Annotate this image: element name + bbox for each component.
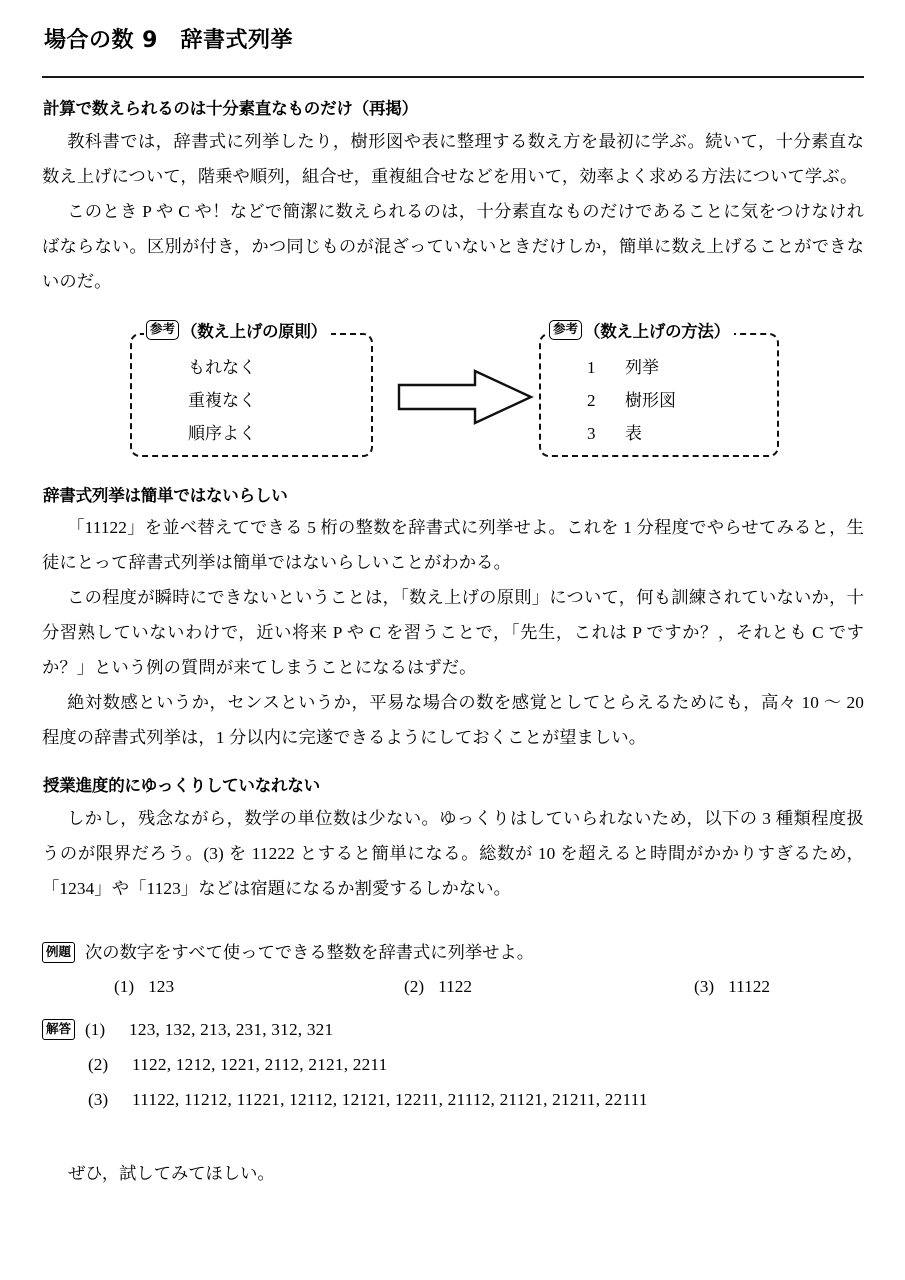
example-item-value: 11122 xyxy=(728,976,771,996)
paragraph-1-2: このとき P や C や！などで簡潔に数えられるのは，十分素直なものだけであることに気をつけなければならない。区別が付き，かつ同じものが混ざっていないときだけしか，簡単に数え上げることができないのだ。 xyxy=(42,201,864,291)
paragraph-2-2: この程度が瞬時にできないということは，「数え上げの原則」について，何も訓練されていないか，十分習熟していないわけで，近い将来 P や C を習うことで，「先生，これは P ですか？，それとも C ですか？」という例の質問が来てしまうことになるはずだ。 xyxy=(42,588,864,678)
answer-row xyxy=(42,1082,864,1117)
reference-line-number: 3 xyxy=(587,423,596,443)
reference-line: 重複なく xyxy=(188,390,256,410)
answer-row-values: 11122, 11212, 11221, 12112, 12121, 12211, 21112, 21121, 21211, 22111 xyxy=(132,1089,648,1109)
example-prompt-line xyxy=(42,936,864,970)
example-item-value: 1122 xyxy=(438,976,473,996)
reference-boxes-row xyxy=(42,315,864,465)
paragraph-3-1: しかし，残念ながら，数学の単位数は少ない。ゆっくりはしていられないため，以下の 3 種類程度扱うのが限界だろう。(3) を 11222 とすると簡単になる。総数が 10 を超えると時間がかかりすぎるため，「1234」や「1123」などは宿題になるか割愛するしかない。 xyxy=(42,808,864,898)
answer-row xyxy=(42,1012,864,1047)
reference-line-text: 樹形図 xyxy=(625,390,676,410)
document-content xyxy=(42,22,864,1208)
example-items xyxy=(88,970,905,1004)
answer-row xyxy=(42,1047,864,1082)
reference-line xyxy=(541,351,777,384)
reference-box-methods-header xyxy=(547,318,734,342)
paragraph-1-1: 教科書では，辞書式に列挙したり，樹形図や表に整理する数え方を最初に学ぶ。続いて，十分素直な数え上げについて，階乗や順列，組合せ，重複組合せなどを用いて，効率よく求める方法について学ぶ。 xyxy=(42,131,864,186)
reference-badge: 参考 xyxy=(549,320,582,341)
example-badge: 例題 xyxy=(42,942,75,963)
answer-row-values: 1122, 1212, 1221, 2112, 2121, 2211 xyxy=(132,1054,388,1074)
section-heading-1: 計算で数えられるのは十分素直なものだけ（再掲） xyxy=(43,99,418,119)
answer-badge: 解答 xyxy=(42,1019,75,1040)
example-item xyxy=(694,970,905,1004)
reference-box-principles-header xyxy=(144,318,331,342)
page-title: 場合の数 9 辞書式列挙 xyxy=(44,28,293,53)
reference-badge: 参考 xyxy=(146,320,179,341)
answer-row-index: (3) xyxy=(88,1089,109,1109)
reference-box-methods xyxy=(539,321,779,457)
example-prompt: 次の数字をすべて使ってできる整数を辞書式に列挙せよ。 xyxy=(85,942,534,962)
reference-line-number: 2 xyxy=(587,390,596,410)
answer-row-index: (1) xyxy=(85,1019,106,1039)
answer-row-index: (2) xyxy=(88,1054,109,1074)
example-block xyxy=(42,936,864,1004)
example-items-line xyxy=(42,970,864,1004)
reference-line: もれなく xyxy=(188,357,256,377)
title-divider xyxy=(42,76,864,78)
right-block-arrow xyxy=(397,367,537,427)
reference-box-principles-title: （数え上げの原則） xyxy=(181,321,327,341)
reference-line: 順序よく xyxy=(188,423,256,443)
right-block-arrow-icon xyxy=(397,367,537,427)
reference-box-principles xyxy=(130,321,373,457)
example-item-index: (1) xyxy=(114,976,135,996)
example-item xyxy=(88,970,404,1004)
answer-block xyxy=(42,1012,864,1117)
reference-box-methods-body xyxy=(541,351,777,450)
paragraph-2-3: 絶対数感というか，センスというか，平易な場合の数を感覚としてとらえるためにも，高々 10 〜 20 程度の辞書式列挙は，1 分以内に完遂できるようにしておくことが望ましい。 xyxy=(42,693,864,748)
paragraph-2-1: 「11122」を並べ替えてできる 5 桁の整数を辞書式に列挙せよ。これを 1 分程度でやらせてみると，生徒にとって辞書式列挙は簡単ではないらしいことがわかる。 xyxy=(42,518,864,573)
answer-row-values: 123, 132, 213, 231, 312, 321 xyxy=(129,1019,334,1039)
reference-box-principles-body xyxy=(132,351,371,450)
section-heading-3: 授業進度的にゆっくりしていなれない xyxy=(43,776,320,796)
reference-line xyxy=(541,384,777,417)
reference-box-methods-title: （数え上げの方法） xyxy=(584,321,730,341)
closing-text: ぜひ，試してみてほしい。 xyxy=(68,1163,275,1183)
section-heading-2: 辞書式列挙は簡単ではないらしい xyxy=(43,485,288,505)
example-item xyxy=(404,970,694,1004)
reference-line xyxy=(541,417,777,450)
example-item-index: (2) xyxy=(404,976,425,996)
reference-line-number: 1 xyxy=(587,357,596,377)
example-item-value: 123 xyxy=(148,976,175,996)
example-item-index: (3) xyxy=(694,976,715,996)
reference-line-text: 表 xyxy=(625,423,642,443)
reference-line-text: 列挙 xyxy=(625,357,659,377)
